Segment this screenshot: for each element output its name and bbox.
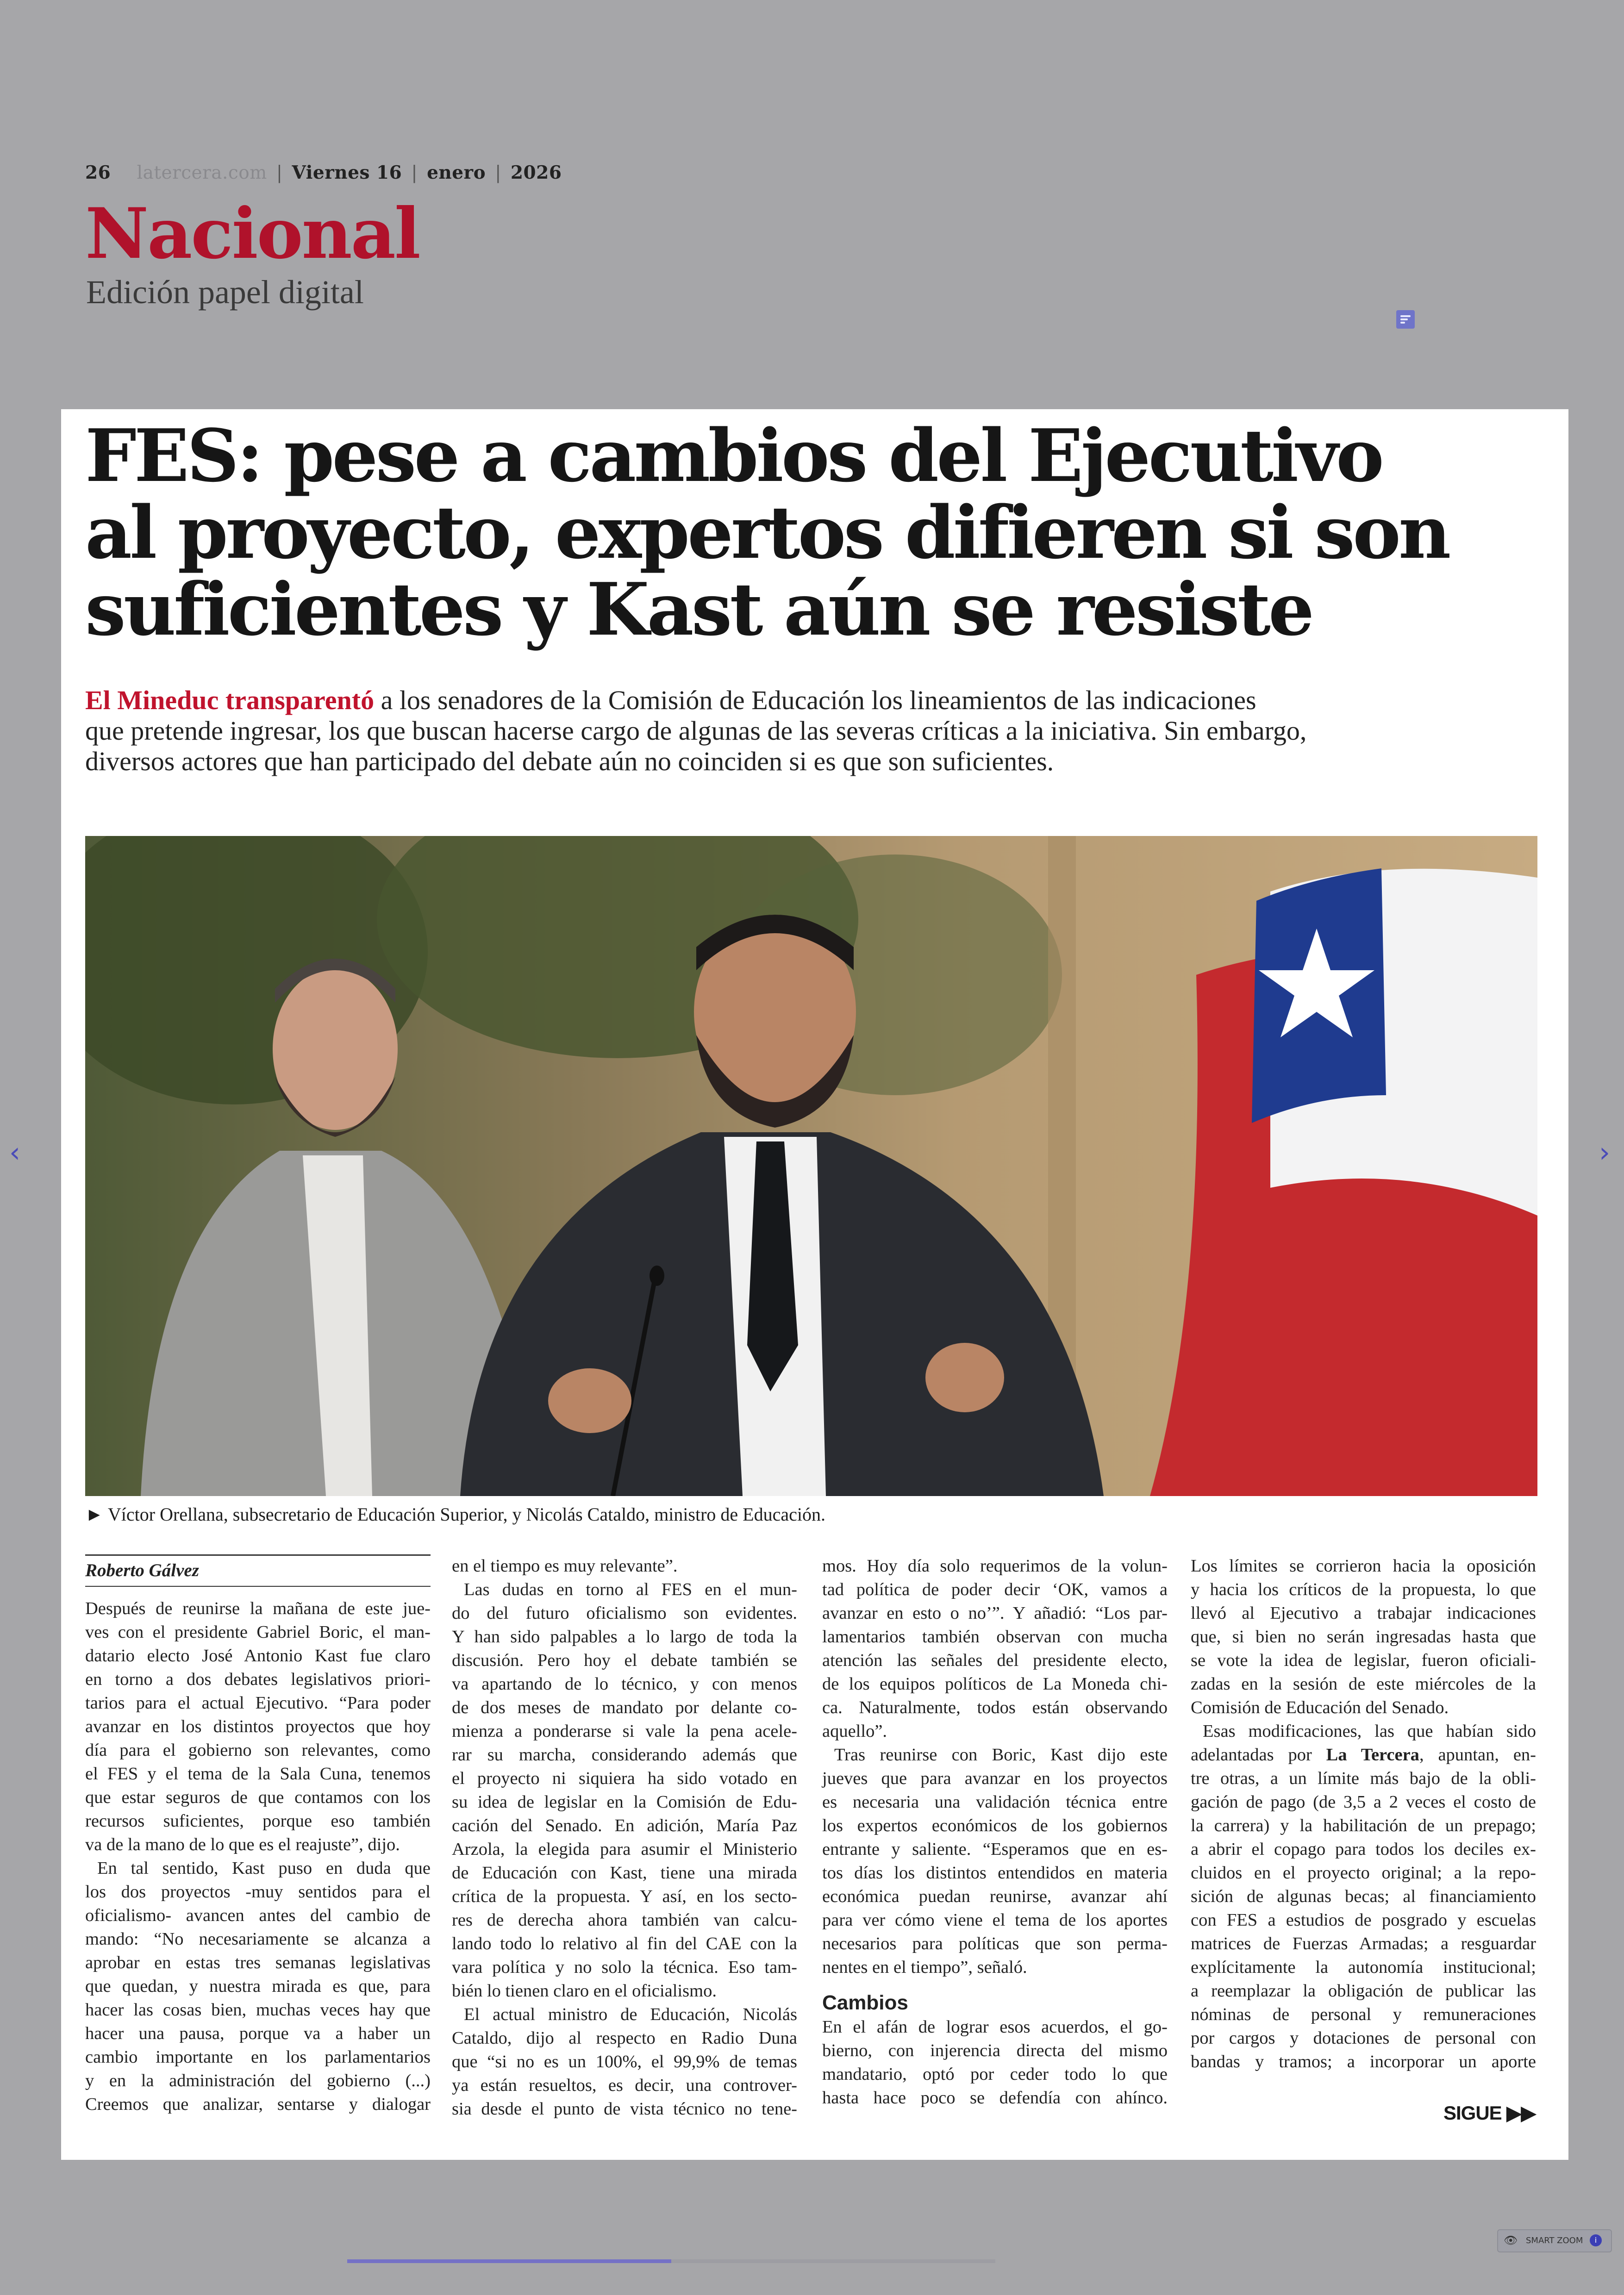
photo-caption — [85, 1503, 825, 1525]
page-progress-fill — [347, 2259, 671, 2263]
previous-page-icon[interactable]: ‹ — [9, 1136, 20, 1169]
article-line: bandas y tramos; a incorporar un aporte — [1191, 2052, 1536, 2071]
article-line: económica puedan reunirse, avanzar ahí — [822, 1887, 1168, 1906]
article-line: zadas en la sesión de este miércoles de la — [1191, 1674, 1536, 1694]
headline-line: FES: pese a cambios del Ejecutivo — [85, 413, 1382, 498]
article-line: atención las señales del presidente electo, — [822, 1651, 1168, 1670]
article-line: do del futuro oficialismo son evidentes. — [452, 1603, 797, 1623]
article-line: en el tiempo es muy relevante”. — [452, 1556, 678, 1576]
article-line: el proyecto ni siquiera ha sido votado en — [452, 1769, 797, 1788]
article-line: Las dudas en torno al FES en el mun- — [464, 1580, 797, 1599]
article-headline — [85, 413, 1497, 652]
article-line: datario electo José Antonio Kast fue claro — [85, 1646, 431, 1665]
article-line: Comisión de Educación del Senado. — [1191, 1698, 1449, 1717]
article-line: aprobar en estas tres semanas legislativas — [85, 1953, 431, 1972]
article-line: mando: “No necesariamente se alcanza a — [85, 1929, 431, 1949]
article-line: gación de pago (de 3,5 a 2 veces el costo de — [1191, 1792, 1536, 1812]
article-line: su idea de legislar en la Comisión de Edu- — [452, 1792, 797, 1812]
article-line: hasta hace poco se defendía con ahínco. — [822, 2088, 1168, 2108]
article-line: rar su marcha, considerando además que — [452, 1745, 797, 1765]
edition-label: Edición papel digital — [86, 274, 364, 311]
article-line: Esas modificaciones, las que habían sido — [1203, 1721, 1536, 1741]
article-line: res de derecha ahora también van calcu- — [452, 1910, 797, 1930]
article-line: y hacia los críticos de la propuesta, lo que — [1191, 1580, 1536, 1599]
article-line: en torno a dos debates legislativos priori- — [85, 1670, 431, 1689]
article-line: tre otras, a un límite más bajo de la obli- — [1191, 1769, 1536, 1788]
article-line: sición de algunas becas; al financiamiento — [1191, 1887, 1536, 1906]
smart-zoom-button[interactable] — [1497, 2229, 1612, 2252]
article-line: que “si no es un 100%, el 99,9% de temas — [452, 2052, 797, 2071]
article-line: por cargos y dotaciones de personal con — [1191, 2028, 1536, 2048]
article-line: ya están resueltos, es decir, una controver- — [452, 2076, 797, 2095]
article-line: y en la administración del gobierno (...) — [85, 2071, 431, 2090]
article-line: a reemplazar la obligación de publicar las — [1191, 1981, 1536, 2001]
article-line: lamentarios también observan con mucha — [822, 1627, 1168, 1646]
headline-line: suficientes y Kast aún se resiste — [85, 567, 1312, 652]
article-line: de dos meses de mandato por delante co- — [452, 1698, 797, 1717]
article-line: sia desde el punto de vista técnico no tene- — [452, 2099, 797, 2119]
article-line: de los equipos políticos de La Moneda chi- — [822, 1674, 1168, 1694]
article-deck — [85, 685, 1455, 777]
next-page-icon[interactable]: › — [1599, 1136, 1610, 1169]
continue-label: SIGUE ▶▶ — [1443, 2102, 1536, 2124]
article-line: lando todo lo relativo al fin del CAE con la — [452, 1934, 797, 1953]
article-line: recursos suficientes, porque eso también — [85, 1811, 431, 1831]
deck-line: diversos actores que han participado del debate aún no coinciden si es que son suficientes. — [85, 746, 1054, 776]
article-line: matrices de Fuerzas Armadas; a resguardar — [1191, 1934, 1536, 1953]
article-line: Creemos que analizar, sentarse y dialogar — [85, 2095, 431, 2114]
article-line: ca. Naturalmente, todos están observando — [822, 1698, 1168, 1717]
article-line: entrante y saliente. “Esperamos que en es- — [822, 1840, 1168, 1859]
issue-date-year: 2026 — [510, 162, 562, 183]
article-photo — [85, 836, 1537, 1496]
article-line: hacer las cosas bien, muchas veces hay que — [85, 2000, 431, 2020]
article-line: En el afán de lograr esos acuerdos, el go- — [822, 2017, 1168, 2037]
article-line: los expertos económicos de los gobiernos — [822, 1816, 1168, 1835]
article-line: bierno, con injerencia directa del mismo — [822, 2041, 1168, 2060]
page-number: 26 — [85, 162, 111, 183]
article-line: con FES a estudios de posgrado y escuelas — [1191, 1910, 1536, 1930]
deck-line: que pretende ingresar, los que buscan hacerse cargo de algunas de las severas críticas a la iniciativa. Sin embargo, — [85, 716, 1307, 746]
article-line: tarios para el actual Ejecutivo. “Para poder — [85, 1693, 431, 1713]
article-column — [1191, 1554, 1536, 2074]
caption-marker: ► — [85, 1504, 104, 1525]
article-line: Después de reunirse la mañana de este jue- — [85, 1599, 431, 1618]
issue-date-month: enero — [427, 162, 486, 183]
article-line: avanzar en los distintos proyectos que hoy — [85, 1717, 431, 1736]
article-line: que, si bien no serán ingresadas hasta que — [1191, 1627, 1536, 1646]
info-icon[interactable]: i — [1590, 2234, 1602, 2246]
article-line: los dos proyectos -muy sentidos para el — [85, 1882, 431, 1902]
article-line: ves con el presidente Gabriel Boric, el man- — [85, 1622, 431, 1642]
article-line: cluidos en el proyecto original; a la repo- — [1191, 1863, 1536, 1883]
article-line: adelantadas por La Tercera, apuntan, en- — [1191, 1745, 1536, 1765]
article-line: avanzar en esto o no’”. Y añadió: “Los par- — [822, 1603, 1168, 1623]
article-line: crítica de la propuesta. Y así, en los secto- — [452, 1887, 797, 1906]
article-line: se vote la idea de legislar, fueron oficiali- — [1191, 1651, 1536, 1670]
article-line: oficialismo- avancen antes del cambio de — [85, 1906, 431, 1925]
article-line: mienza a ponderarse si vale la pena acele- — [452, 1721, 797, 1741]
eye-icon: 👁 — [1504, 2234, 1518, 2247]
article-line: discusión. Pero hoy el debate también se — [452, 1651, 797, 1670]
article-line: mandatario, optó por ceder todo lo que — [822, 2064, 1168, 2084]
article-line: bién lo tienen claro en el oficialismo. — [452, 1981, 717, 2001]
section-subheading: Cambios — [822, 1991, 908, 2014]
article-line: de Educación con Kast, tiene una mirada — [452, 1863, 797, 1883]
article-line: es necesaria una validación técnica entre — [822, 1792, 1168, 1812]
article-line: jueves que para avanzar en los proyectos — [822, 1769, 1168, 1788]
deck-line: a los senadores de la Comisión de Educación los lineamientos de las indicaciones — [374, 685, 1256, 715]
article-line: tos días los distintos entendidos en materia — [822, 1863, 1168, 1883]
article-line: vara política y no solo la técnica. Eso tam- — [452, 1958, 797, 1977]
article-line: cación del Senado. En adición, María Paz — [452, 1816, 797, 1835]
article-line: que quedan, y nuestra mirada es que, para — [85, 1977, 431, 1996]
smart-zoom-label: SMART ZOOM — [1526, 2236, 1583, 2245]
article-line: la carrera) y la habilitación de un prepago; — [1191, 1816, 1536, 1835]
site-name: latercera.com — [137, 162, 267, 183]
article-line: va de la mano de lo que es el reajuste”, dijo. — [85, 1835, 400, 1854]
article-line: Y han sido palpables a lo largo de toda la — [452, 1627, 797, 1646]
article-line: llevó al Ejecutivo a trabajar indicaciones — [1191, 1603, 1536, 1623]
article-line: cambio importante en los parlamentarios — [85, 2047, 431, 2067]
headline-line: al proyecto, expertos difieren si son — [85, 490, 1449, 575]
dateline: 26 latercera.com | Viernes 16 | enero | 2026 — [85, 162, 562, 183]
article-line: El actual ministro de Educación, Nicolás — [464, 2005, 797, 2024]
article-line: Los límites se corrieron hacia la oposición — [1191, 1556, 1536, 1576]
byline: Roberto Gálvez — [85, 1554, 431, 1587]
notes-icon[interactable] — [1396, 310, 1415, 329]
deck-lead: El Mineduc transparentó — [85, 685, 375, 715]
article-line: Cataldo, dijo al respecto en Radio Duna — [452, 2028, 797, 2048]
article-line: hacer una pausa, porque va a haber un — [85, 2024, 431, 2043]
article-line: explícitamente la autonomía institucional; — [1191, 1958, 1536, 1977]
article-line: el FES y el tema de la Sala Cuna, tenemos — [85, 1764, 431, 1784]
article-line: para ver cómo viene el tema de los aportes — [822, 1910, 1168, 1930]
article-line: Arzola, la elegida para asumir el Ministerio — [452, 1840, 797, 1859]
section-title: Nacional — [85, 193, 419, 274]
article-line: va apartando de lo técnico, y con menos — [452, 1674, 797, 1694]
article-line: En tal sentido, Kast puso en duda que — [97, 1858, 431, 1878]
article-line: nentes en el tiempo”, señaló. — [822, 1958, 1027, 1977]
article-line: aquello”. — [822, 1721, 887, 1741]
article-column — [452, 1554, 797, 2121]
caption-text: Víctor Orellana, subsecretario de Educación Superior, y Nicolás Cataldo, ministro de Educación. — [107, 1504, 825, 1525]
issue-date-day: Viernes 16 — [292, 162, 402, 183]
article-line: que estar seguros de que contamos con los — [85, 1788, 431, 1807]
article-line: a abrir el copago para todos los deciles ex- — [1191, 1840, 1536, 1859]
article-column — [85, 1554, 431, 2116]
article-line: tad política de poder decir ‘OK, vamos a — [822, 1580, 1168, 1599]
article-line: nóminas de personal y remuneraciones — [1191, 2005, 1536, 2024]
article-line: Tras reunirse con Boric, Kast dijo este — [834, 1745, 1168, 1765]
article-line: necesarios para políticas que son perma- — [822, 1934, 1168, 1953]
article-line: mos. Hoy día solo requerimos de la volun- — [822, 1556, 1168, 1576]
article-column — [822, 1554, 1168, 2110]
article-line: día para el gobierno son relevantes, como — [85, 1740, 431, 1760]
